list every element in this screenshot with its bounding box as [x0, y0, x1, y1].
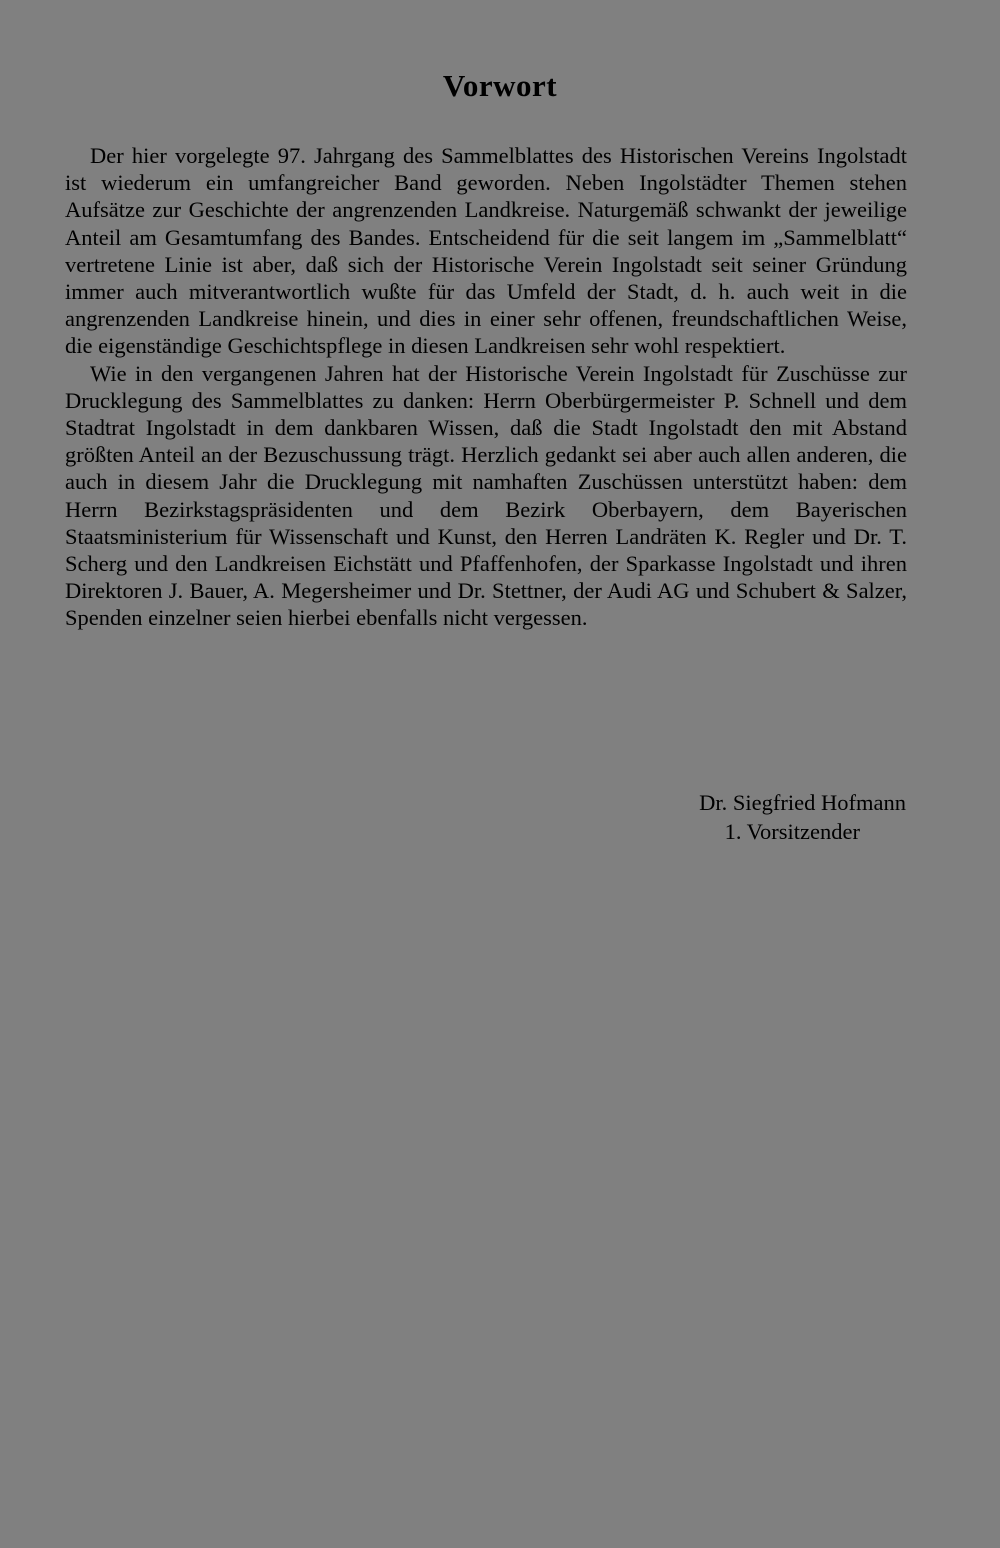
paragraph-1: Der hier vorgelegte 97. Jahrgang des Sammelblattes des Historischen Vereins Ingolstadt ist wiederum ein umfangreicher Band geworden. Neben Ingolstädter Themen stehen Aufsätze zur Geschichte der angrenzenden Landkreise. Naturgemäß schwankt der jeweilige Anteil am Gesamtumfang des Bandes. Entscheidend für die seit langem im „Sammelblatt“ vertretene Linie ist aber, daß sich der Historische Verein Ingolstadt seit seiner Gründung immer auch mitverantwortlich wußte für das Umfeld der Stadt, d. h. auch weit in die angrenzenden Landkreise hinein, und dies in einer sehr offenen, freundschaftlichen Weise, die eigenständige Geschichtspflege in diesen Landkreisen sehr wohl respektiert. [65, 143, 907, 359]
signature-name: Dr. Siegfried Hofmann [699, 790, 906, 815]
foreword-body [65, 142, 907, 632]
page-title: Vorwort [442, 68, 558, 103]
signature-block [600, 788, 920, 846]
signature-role: 1. Vorsitzender [724, 819, 860, 844]
paragraph-2: Wie in den vergangenen Jahren hat der Historische Verein Ingolstadt für Zuschüsse zur Drucklegung des Sammelblattes zu danken: Herrn Oberbürgermeister P. Schnell und dem Stadtrat Ingolstadt in dem dankbaren Wissen, daß die Stadt Ingolstadt den mit Abstand größten Anteil an der Bezuschussung trägt. Herzlich gedankt sei aber auch allen anderen, die auch in diesem Jahr die Drucklegung mit namhaften Zuschüssen unterstützt haben: dem Herrn Bezirkstagspräsidenten und dem Bezirk Oberbayern, dem Bayerischen Staatsministerium für Wissenschaft und Kunst, den Herren Landräten K. Regler und Dr. T. Scherg und den Landkreisen Eichstätt und Pfaffenhofen, der Sparkasse Ingolstadt und ihren Direktoren J. Bauer, A. Megersheimer und Dr. Stettner, der Audi AG und Schubert & Salzer, Spenden einzelner seien hierbei ebenfalls nicht vergessen. [65, 360, 907, 631]
